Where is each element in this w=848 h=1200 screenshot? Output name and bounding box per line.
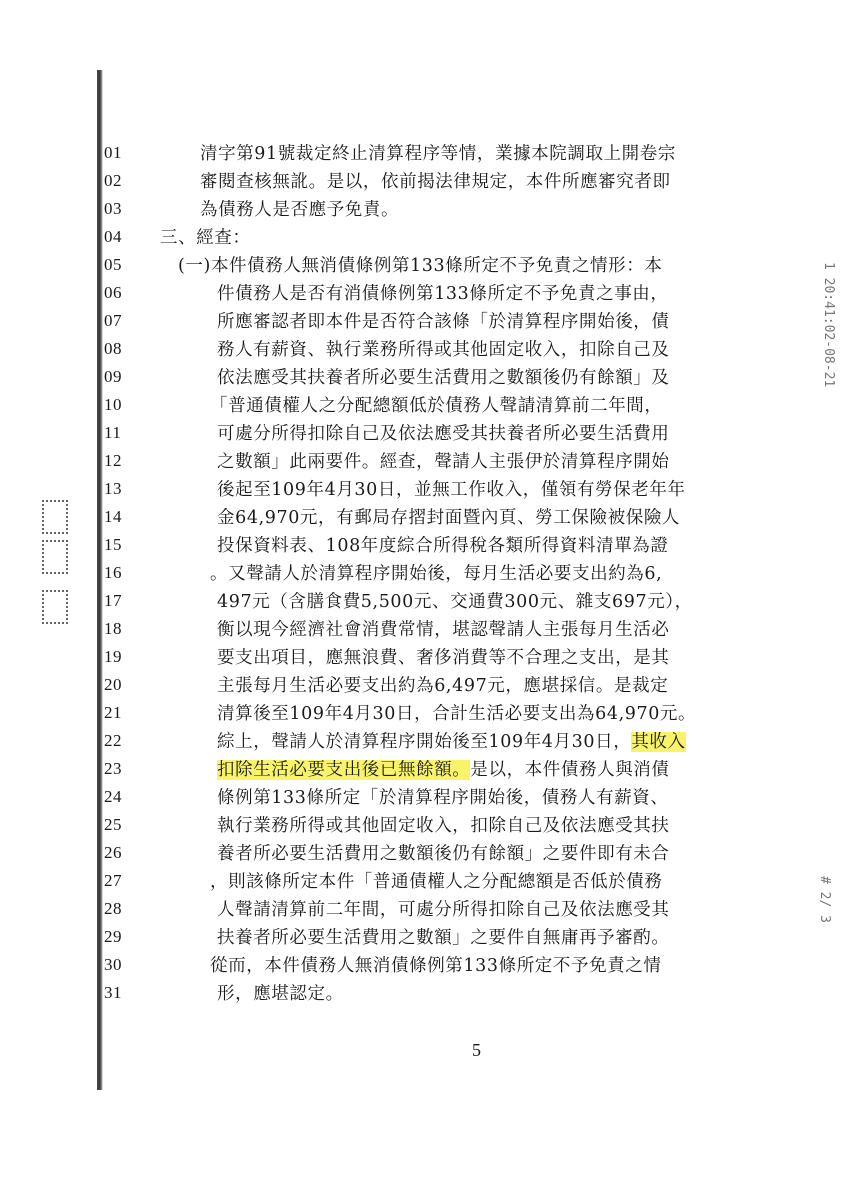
text-line: 為債務人是否應予免責。	[200, 200, 400, 220]
line-number: 18	[104, 619, 122, 638]
line-number: 22	[104, 731, 122, 750]
text-line: 人聲請清算前二年間，可處分所得扣除自己及依法應受其	[217, 900, 670, 920]
page-number: 5	[472, 1040, 481, 1060]
line-number: 12	[104, 451, 122, 470]
line-number: 30	[104, 955, 122, 974]
text-line: 審閱查核無訛。是以，依前揭法律規定，本件所應審究者即	[200, 172, 671, 192]
text-line: 「普通債權人之分配總額低於債務人聲請清算前二年間，	[210, 396, 663, 416]
line-number: 16	[104, 563, 122, 582]
line-number: 27	[104, 871, 122, 890]
line-number: 08	[104, 339, 122, 358]
text-segment: 綜上，聲請人於清算程序開始後至109年4月30日，	[217, 732, 632, 752]
text-line: 件債務人是否有消債條例第133條所定不予免責之事由，	[217, 284, 669, 304]
text-line: 後起至109年4月30日，並無工作收入，僅領有勞保老年年	[217, 480, 686, 500]
text-line: 執行業務所得或其他固定收入，扣除自己及依法應受其扶	[217, 816, 670, 836]
text-segment: 是以，本件債務人與消債	[470, 760, 670, 780]
line-number: 05	[104, 255, 122, 274]
text-line: 養者所必要生活費用之數額後仍有餘額」之要件即有未合	[217, 844, 670, 864]
line-number: 28	[104, 899, 122, 918]
subsection-heading: (一)本件債務人無消債條例第133條所定不予免責之情形：本	[178, 256, 663, 276]
punch-hole-mark	[42, 590, 68, 624]
line-number: 20	[104, 675, 122, 694]
text-line: 清字第91號裁定終止清算程序等情，業據本院調取上開卷宗	[200, 144, 676, 164]
line-number: 04	[104, 227, 122, 246]
text-line: 投保資料表、108年度綜合所得稅各類所得資料清單為證	[217, 536, 669, 556]
text-line: 497元（含膳食費5,500元、交通費300元、雜支697元），	[217, 592, 693, 612]
line-number: 19	[104, 647, 122, 666]
punch-hole-mark	[42, 500, 68, 534]
line-number: 14	[104, 507, 122, 526]
line-number: 09	[104, 367, 122, 386]
line-number: 03	[104, 199, 122, 218]
line-number: 06	[104, 283, 122, 302]
line-number: 29	[104, 927, 122, 946]
line-number: 10	[104, 395, 122, 414]
line-number: 13	[104, 479, 122, 498]
line-number: 02	[104, 171, 122, 190]
text-line: ，則該條所定本件「普通債權人之分配總額是否低於債務	[210, 872, 663, 892]
text-line: 金64,970元，有郵局存摺封面暨內頁、勞工保險被保險人	[217, 508, 681, 528]
text-line: 可處分所得扣除自己及依法應受其扶養者所必要生活費用	[217, 424, 670, 444]
text-line: 依法應受其扶養者所必要生活費用之數額後仍有餘額」及	[217, 368, 670, 388]
text-line: 所應審認者即本件是否符合該條「於清算程序開始後，債	[217, 312, 670, 332]
line-number: 24	[104, 787, 122, 806]
text-line: 從而，本件債務人無消債條例第133條所定不予免責之情	[210, 956, 662, 976]
line-number: 26	[104, 843, 122, 862]
text-line	[217, 759, 670, 781]
text-line: 扶養者所必要生活費用之數額」之要件自無庸再予審酌。	[217, 928, 670, 948]
binding-line	[97, 70, 103, 1090]
text-line: 條例第133條所定「於清算程序開始後，債務人有薪資、	[217, 788, 669, 808]
line-number: 31	[104, 983, 122, 1002]
line-number: 23	[104, 759, 122, 778]
page-count-mark: # 2/ 3	[817, 876, 832, 923]
text-line: 形，應堪認定。	[217, 984, 344, 1004]
text-line: 之數額」此兩要件。經查，聲請人主張伊於清算程序開始	[217, 452, 670, 472]
text-line	[217, 731, 686, 753]
line-number: 15	[104, 535, 122, 554]
highlighted-text: 其收入	[631, 732, 686, 752]
text-line: 主張每月生活必要支出約為6,497元，應堪採信。是裁定	[217, 676, 669, 696]
section-heading: 三、經查：	[160, 228, 251, 248]
text-line: 要支出項目，應無浪費、奢侈消費等不合理之支出，是其	[217, 648, 670, 668]
text-line: 清算後至109年4月30日，合計生活必要支出為64,970元。	[217, 704, 697, 724]
fax-timestamp-stamp: 1 20:41:02-08-21	[821, 262, 836, 388]
text-line: 衡以現今經濟社會消費常情，堪認聲請人主張每月生活必	[217, 620, 670, 640]
line-number: 11	[104, 423, 122, 442]
line-number: 07	[104, 311, 122, 330]
line-number: 21	[104, 703, 122, 722]
text-line: 。又聲請人於清算程序開始後，每月生活必要支出約為6,	[210, 564, 663, 584]
text-line: 務人有薪資、執行業務所得或其他固定收入，扣除自己及	[217, 340, 670, 360]
line-number: 01	[104, 143, 122, 162]
highlighted-text: 扣除生活必要支出後已無餘額。	[217, 760, 471, 780]
punch-hole-mark	[42, 540, 68, 574]
line-number: 17	[104, 591, 122, 610]
line-number: 25	[104, 815, 122, 834]
